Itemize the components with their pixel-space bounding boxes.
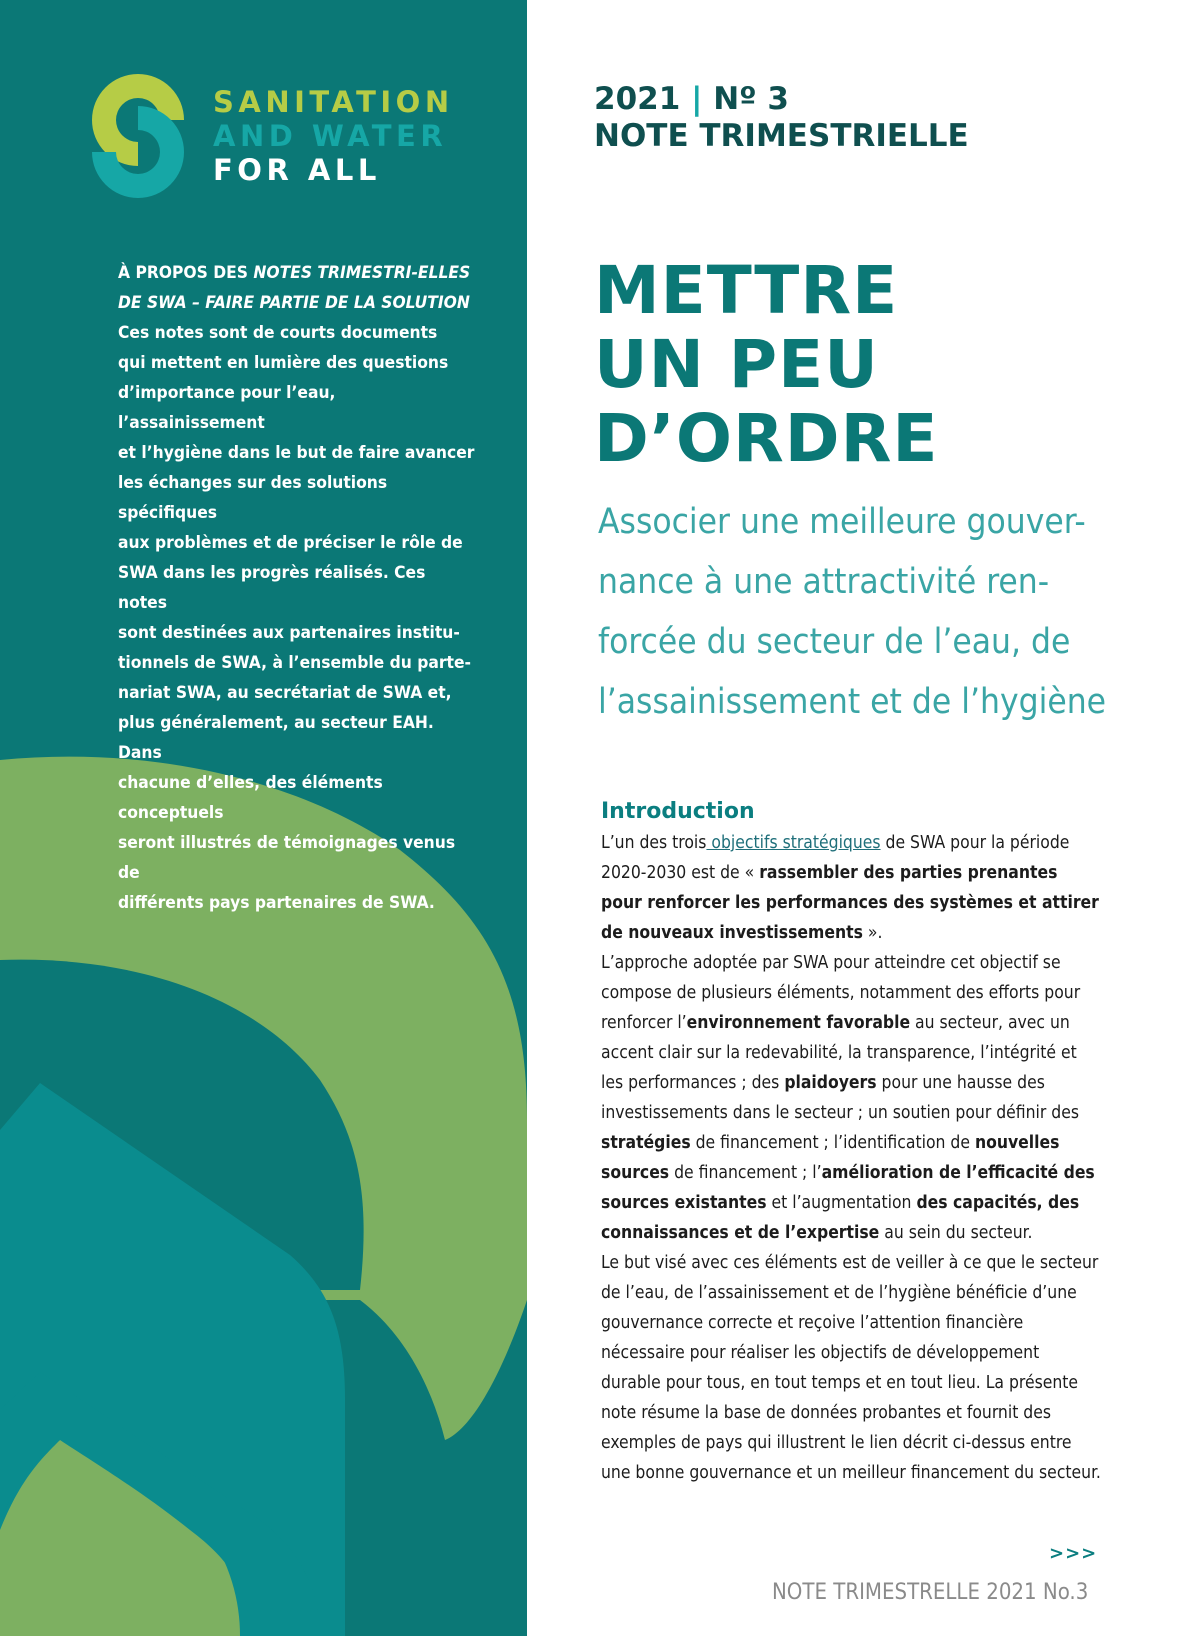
about-title-italic: NOTES TRIMESTRI-ELLES DE SWA – FAIRE PARTIE DE LA SOLUTION	[118, 263, 471, 313]
intro-text: ».	[862, 923, 883, 943]
title-line: UN PEU	[594, 326, 879, 403]
intro-text: L’un des trois	[601, 833, 707, 853]
about-line: seront illustrés de témoignages venus de	[118, 833, 456, 883]
about-line: différents pays partenaires de SWA.	[118, 893, 435, 913]
about-line: plus généralement, au secteur EAH. Dans	[118, 713, 434, 763]
about-line: tionnels de SWA, à l’ensemble du parte-	[118, 653, 471, 673]
intro-bold-text: des capacités, des connaissances et de l’expertise	[601, 1193, 1080, 1243]
intro-bold-text: plaidoyers	[784, 1073, 877, 1093]
intro-bold-text: rassembler des parties prenantes pour renforcer les performances des systèmes et attirer de nouveaux investissements	[601, 863, 1099, 943]
intro-text: pour une hausse des investissements dans le secteur ; un soutien pour définir des	[601, 1073, 1080, 1123]
about-line: qui mettent en lumière des questions	[118, 353, 449, 373]
logo-text-sanitation: SANITATION	[213, 85, 454, 119]
intro-text: au secteur, avec un accent clair sur la redevabilité, la transparence, l’intégrité et les performances ; des	[601, 1013, 1077, 1093]
issue-series: NOTE TRIMESTRIELLE	[594, 118, 969, 154]
issue-no: Nº 3	[713, 81, 789, 117]
about-line: d’importance pour l’eau, l’assainissement	[118, 383, 336, 433]
title-line: D’ORDRE	[594, 400, 939, 477]
page-subtitle	[598, 492, 1118, 732]
intro-text: de financement ; l’	[669, 1163, 822, 1183]
about-line: chacune d’elles, des éléments conceptuels	[118, 773, 383, 823]
intro-text: de financement ; l’identification de	[690, 1133, 975, 1153]
intro-text: et l’augmentation	[766, 1193, 917, 1213]
left-cover-panel	[0, 0, 527, 1636]
subtitle-line: l’assainissement et de l’hygiène	[598, 682, 1107, 722]
about-line: et l’hygiène dans le but de faire avancer	[118, 443, 475, 463]
title-line: METTRE	[594, 252, 899, 329]
intro-bold-text: environnement favorable	[686, 1013, 911, 1033]
subtitle-line: Associer une meilleure gouver-	[598, 502, 1086, 542]
about-line: SWA dans les progrès réalisés. Ces notes	[118, 563, 426, 613]
intro-paragraph-2	[601, 948, 1101, 1248]
subtitle-line: nance à une attractivité ren-	[598, 562, 1050, 602]
subtitle-line: forcée du secteur de l’eau, de	[598, 622, 1071, 662]
logo-text-and-water: AND WATER	[213, 119, 448, 153]
about-line: nariat SWA, au secrétariat de SWA et,	[118, 683, 452, 703]
issue-number	[594, 80, 789, 118]
about-line: sont destinées aux partenaires institu-	[118, 623, 460, 643]
about-line: aux problèmes et de préciser le rôle de	[118, 533, 463, 553]
intro-text: de SWA pour la période 2020-2030 est de «	[601, 833, 1070, 883]
intro-bold-text: nouvelles sources	[601, 1133, 1060, 1183]
intro-text: L’approche adoptée par SWA pour atteindre cet objectif se compose de plusieurs éléments, notamment des efforts pour renforcer l’	[601, 953, 1081, 1033]
about-title	[118, 258, 478, 318]
intro-bold-text: amélioration de l’efficacité des sources existantes	[601, 1163, 1095, 1213]
intro-body	[601, 828, 1101, 1488]
about-notes-box	[118, 258, 478, 918]
intro-paragraph-3: Le but visé avec ces éléments est de veiller à ce que le secteur de l’eau, de l’assainissement et de l’hygiène bénéficie d’une gouvernance correcte et reçoive l’attention financière nécessaire pour réaliser les objectifs de développement durable pour tous, en tout temps et en tout lieu. La présente note résume la base de données probantes et fournit des exemples de pays qui illustrent le lien décrit ci-dessus entre une bonne gouvernance et un meilleur financement du secteur.	[601, 1253, 1101, 1483]
issue-separator: |	[691, 81, 703, 117]
issue-year: 2021	[594, 81, 681, 117]
intro-bold-text: stratégies	[601, 1133, 691, 1153]
swa-logo-icon	[88, 70, 188, 202]
strategic-objectives-link[interactable]: objectifs stratégiques	[706, 833, 881, 853]
page-title	[594, 254, 938, 476]
intro-paragraph-1	[601, 828, 1101, 948]
about-line: les échanges sur des solutions spécifiques	[118, 473, 388, 523]
footer-label: NOTE TRIMESTRELLE 2021 No.3	[772, 1580, 1089, 1605]
about-title-plain: À PROPOS DES	[118, 263, 254, 283]
continue-arrows: >>>	[1049, 1543, 1098, 1564]
about-line: Ces notes sont de courts documents	[118, 323, 438, 343]
intro-heading: Introduction	[601, 799, 755, 824]
intro-text: au sein du secteur.	[879, 1223, 1033, 1243]
logo-text-for-all: FOR ALL	[213, 153, 381, 187]
